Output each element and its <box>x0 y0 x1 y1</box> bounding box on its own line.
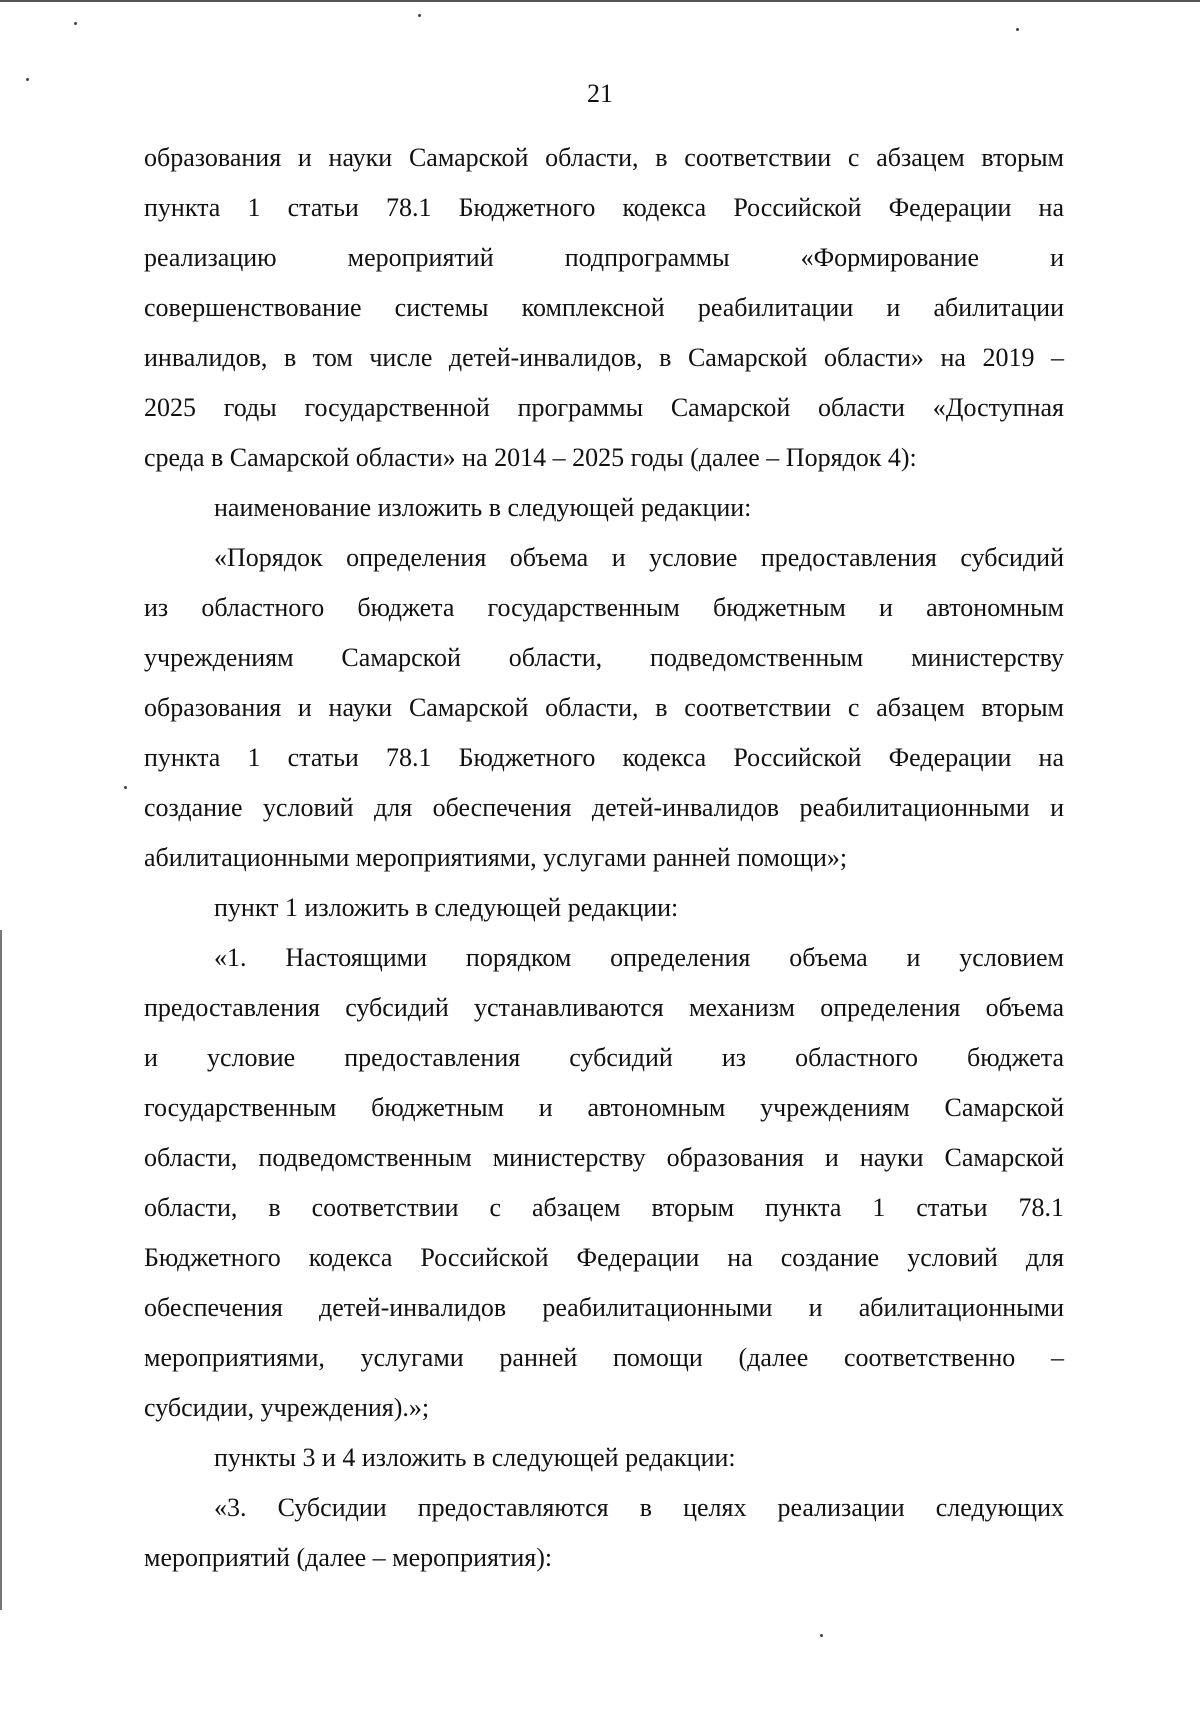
scan-left-edge <box>0 930 2 1610</box>
text-line: пункта 1 статьи 78.1 Бюджетного кодекса Российской Федерации на <box>144 743 1064 772</box>
page-number: 21 <box>587 79 613 108</box>
text-line: и условие предоставления субсидий из областного бюджета <box>144 1043 1064 1072</box>
text-line: образования и науки Самарской области, в соответствии с абзацем вторым <box>144 693 1064 722</box>
text-line: Бюджетного кодекса Российской Федерации на создание условий для <box>144 1243 1064 1272</box>
paragraph-first-line: «3. Субсидии предоставляются в целях реализации следующих <box>214 1493 1064 1522</box>
scan-speck <box>418 14 421 17</box>
text-line: создание условий для обеспечения детей-инвалидов реабилитационными и <box>144 793 1064 822</box>
text-line: обеспечения детей-инвалидов реабилитационными и абилитационными <box>144 1293 1064 1322</box>
text-line: образования и науки Самарской области, в соответствии с абзацем вторым <box>144 143 1064 172</box>
text-line: из областного бюджета государственным бюджетным и автономным <box>144 593 1064 622</box>
text-line: 2025 годы государственной программы Самарской области «Доступная <box>144 393 1064 422</box>
text-line: совершенствование системы комплексной реабилитации и абилитации <box>144 293 1064 322</box>
text-line: абилитационными мероприятиями, услугами ранней помощи»; <box>144 843 848 872</box>
paragraph-first-line: пункт 1 изложить в следующей редакции: <box>214 893 679 922</box>
paragraph-first-line: «1. Настоящими порядком определения объема и условием <box>214 943 1064 972</box>
text-line: реализацию мероприятий подпрограммы «Формирование и <box>144 243 1064 272</box>
text-line: государственным бюджетным и автономным учреждениям Самарской <box>144 1093 1064 1122</box>
document-body <box>144 133 1064 1583</box>
text-line: предоставления субсидий устанавливаются механизм определения объема <box>144 993 1064 1022</box>
text-line: субсидии, учреждения).»; <box>144 1393 430 1422</box>
scan-top-edge <box>0 0 1200 2</box>
scan-speck <box>124 786 127 789</box>
text-line: учреждениям Самарской области, подведомственным министерству <box>144 643 1064 672</box>
scan-speck <box>74 22 77 25</box>
paragraph-first-line: пункты 3 и 4 изложить в следующей редакции: <box>214 1443 736 1472</box>
paragraph-first-line: наименование изложить в следующей редакции: <box>214 493 752 522</box>
text-line: пункта 1 статьи 78.1 Бюджетного кодекса Российской Федерации на <box>144 193 1064 222</box>
text-line: мероприятий (далее – мероприятия): <box>144 1543 553 1572</box>
scan-speck <box>820 1634 823 1637</box>
paragraph-first-line: «Порядок определения объема и условие предоставления субсидий <box>214 543 1064 572</box>
scan-speck <box>1016 28 1019 31</box>
text-line: области, в соответствии с абзацем вторым пункта 1 статьи 78.1 <box>144 1193 1064 1222</box>
text-line: среда в Самарской области» на 2014 – 2025 годы (далее – Порядок 4): <box>144 443 917 472</box>
text-line: области, подведомственным министерству образования и науки Самарской <box>144 1143 1064 1172</box>
text-line: мероприятиями, услугами ранней помощи (далее соответственно – <box>144 1343 1064 1372</box>
text-line: инвалидов, в том числе детей-инвалидов, в Самарской области» на 2019 – <box>144 343 1064 372</box>
